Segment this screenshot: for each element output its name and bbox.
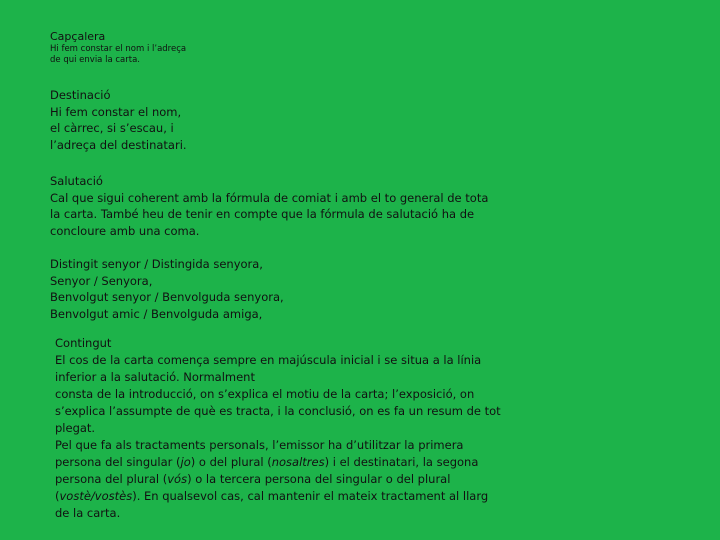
formula-line: Benvolgut amic / Benvolguda amiga, (50, 306, 263, 321)
text-run: persona del plural ( (55, 472, 168, 486)
text-line: Hi fem constar el nom i l’adreça (50, 44, 187, 54)
text-line: consta de la introducció, on s’explica el motiu de la carta; l’exposició, on (55, 387, 475, 401)
section-title: Salutació (50, 174, 103, 188)
text-run: ( (55, 489, 60, 503)
text-run: ) o la tercera persona del singular o del plural (187, 472, 451, 486)
text-line: la carta. També heu de tenir en compte que la fórmula de salutació ha de (50, 207, 475, 221)
text-line: Pel que fa als tractaments personals, l’emissor ha d’utilitzar la primera (55, 438, 464, 452)
section-formules-salutacio (50, 256, 284, 322)
text-line: el càrrec, si s’escau, i (50, 121, 174, 135)
section-title: Contingut (55, 336, 112, 350)
text-line: concloure amb una coma. (50, 223, 200, 238)
text-run: ) i el destinatari, la segona (324, 455, 479, 469)
section-destinacio (50, 87, 187, 153)
section-capcalera (50, 30, 186, 66)
text-line: Cal que sigui coherent amb la fórmula de comiat i amb el to general de tota (50, 190, 489, 205)
formula-line: Senyor / Senyora, (50, 273, 153, 288)
section-title: Destinació (50, 88, 111, 102)
formula-line: Benvolgut senyor / Benvolguda senyora, (50, 290, 284, 304)
section-title: Capçalera (50, 30, 106, 43)
text-line (55, 471, 501, 488)
text-run: ). En qualsevol cas, cal mantenir el mateix tractament al llarg (132, 489, 489, 503)
text-line: plegat. (55, 421, 96, 435)
italic-term: vós (167, 472, 188, 486)
italic-term: vostè/vostès (59, 489, 133, 503)
italic-term: nosaltres (271, 455, 325, 469)
section-salutacio (50, 173, 488, 239)
text-line: de qui envia la carta. (50, 55, 140, 65)
text-line (55, 488, 501, 505)
text-line: s’explica l’assumpte de què es tracta, i la conclusió, on es fa un resum de tot (55, 404, 501, 418)
text-line (55, 454, 501, 471)
text-line: Hi fem constar el nom, (50, 104, 182, 119)
italic-term: jo (180, 455, 191, 469)
text-line: de la carta. (55, 506, 121, 520)
section-contingut (55, 335, 501, 522)
formula-line: Distingit senyor / Distingida senyora, (50, 257, 263, 271)
text-line: inferior a la salutació. Normalment (55, 370, 255, 384)
text-run: persona del singular ( (55, 455, 181, 469)
text-run: ) o del plural ( (190, 455, 272, 469)
text-line: El cos de la carta comença sempre en majúscula inicial i se situa a la línia (55, 353, 482, 367)
text-line: l’adreça del destinatari. (50, 137, 187, 152)
